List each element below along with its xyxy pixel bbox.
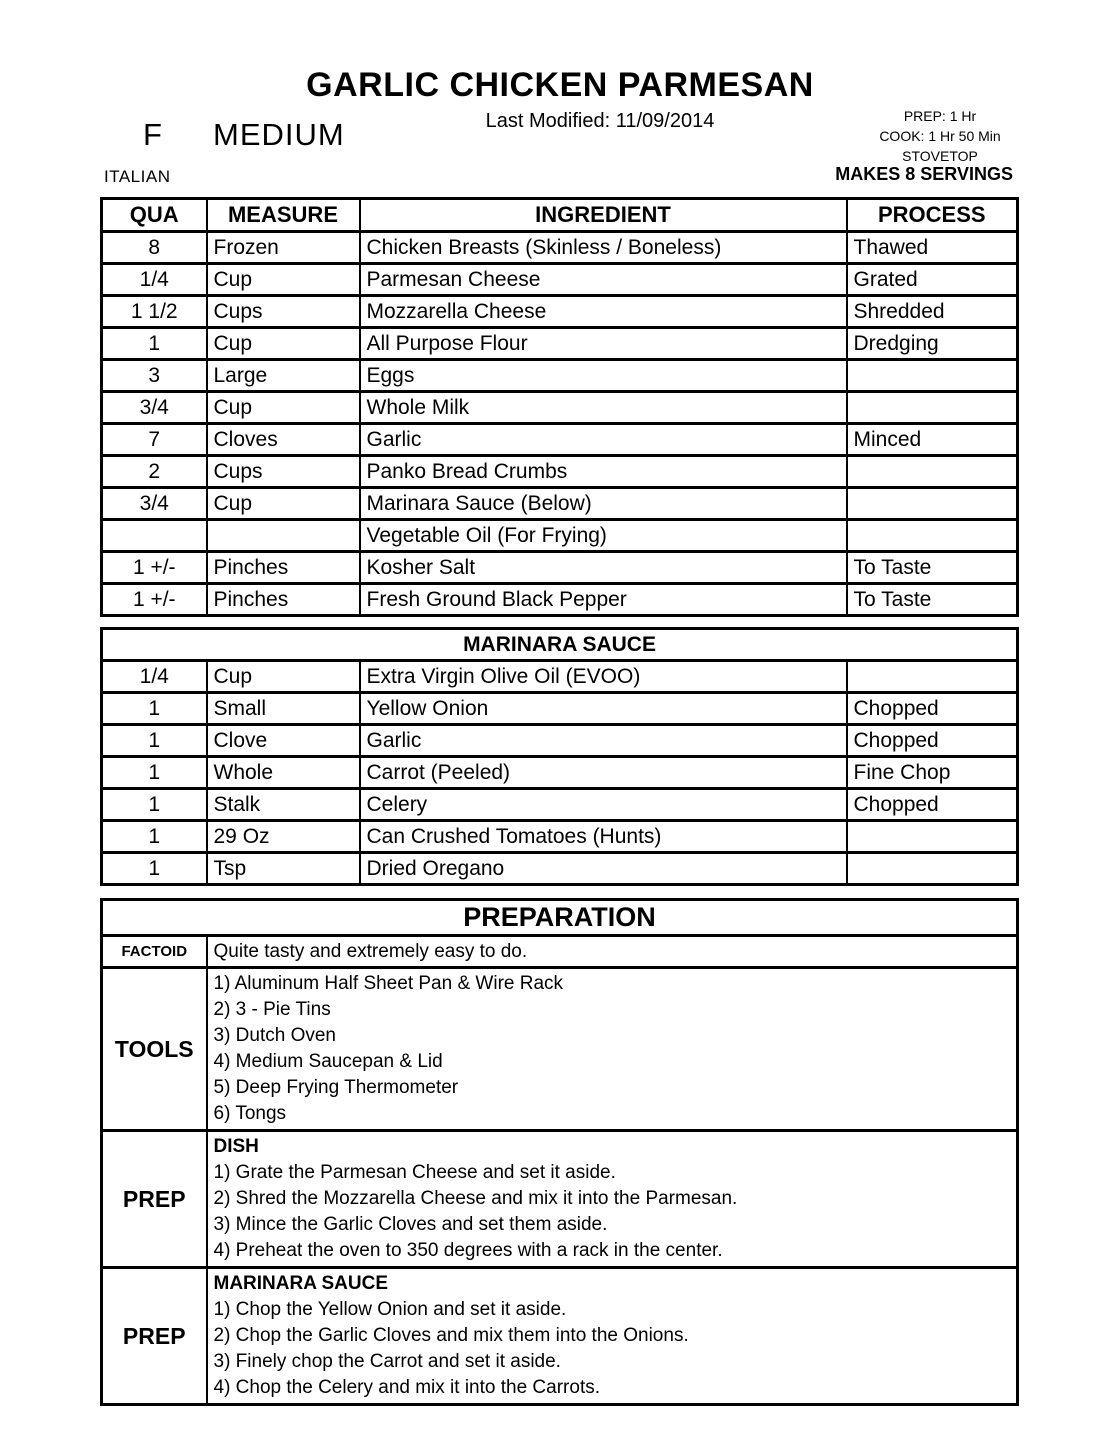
- table-cell: Whole: [207, 757, 360, 789]
- marinara-section-title: MARINARA SAUCE: [102, 629, 1018, 661]
- table-row: [102, 661, 1018, 693]
- table-cell: 7: [102, 424, 207, 456]
- table-cell: Dried Oregano: [360, 853, 847, 885]
- prep-dish-heading: DISH: [213, 1136, 259, 1157]
- prep-marinara-heading: MARINARA SAUCE: [213, 1273, 389, 1294]
- table-cell: Parmesan Cheese: [360, 264, 847, 296]
- preparation-title-row: [102, 900, 1018, 936]
- table-row: [102, 552, 1018, 584]
- prep-dish-steps: [207, 1131, 1018, 1268]
- cook-method: STOVETOP: [902, 148, 978, 164]
- table-row: [102, 296, 1018, 328]
- table-row: [102, 693, 1018, 725]
- ingredients-header-row: [102, 199, 1018, 232]
- table-cell: 29 Oz: [207, 821, 360, 853]
- prep-marinara-steps: [207, 1268, 1018, 1405]
- table-cell: Extra Virgin Olive Oil (EVOO): [360, 661, 847, 693]
- table-cell: All Purpose Flour: [360, 328, 847, 360]
- table-cell: [847, 520, 1018, 552]
- table-cell: 3/4: [102, 488, 207, 520]
- table-cell: Garlic: [360, 424, 847, 456]
- table-cell: Chopped: [847, 725, 1018, 757]
- table-cell: Frozen: [207, 232, 360, 264]
- table-cell: Stalk: [207, 789, 360, 821]
- table-cell: [847, 456, 1018, 488]
- table-cell: 1/4: [102, 264, 207, 296]
- tools-row: [102, 968, 1018, 1131]
- step-line: 4) Preheat the oven to 350 degrees with a rack in the center.: [213, 1240, 723, 1261]
- step-line: 1) Chop the Yellow Onion and set it aside.: [213, 1299, 567, 1320]
- table-cell: [847, 853, 1018, 885]
- table-cell: Chicken Breasts (Skinless / Boneless): [360, 232, 847, 264]
- table-cell: Cup: [207, 488, 360, 520]
- table-cell: 3: [102, 360, 207, 392]
- table-cell: Cup: [207, 264, 360, 296]
- table-row: [102, 456, 1018, 488]
- table-cell: Minced: [847, 424, 1018, 456]
- factoid-label: FACTOID: [102, 936, 207, 968]
- table-cell: [847, 360, 1018, 392]
- step-line: 1) Aluminum Half Sheet Pan & Wire Rack: [213, 973, 564, 994]
- column-header-measure: MEASURE: [207, 199, 360, 232]
- marinara-sauce-table: [100, 627, 1019, 886]
- table-cell: To Taste: [847, 552, 1018, 584]
- table-cell: Shredded: [847, 296, 1018, 328]
- table-cell: Pinches: [207, 584, 360, 616]
- marinara-title-row: [102, 629, 1018, 661]
- column-header-ingredient: INGREDIENT: [360, 199, 847, 232]
- table-row: [102, 520, 1018, 552]
- table-cell: 3/4: [102, 392, 207, 424]
- table-row: [102, 264, 1018, 296]
- table-cell: Grated: [847, 264, 1018, 296]
- prep-dish-label: PREP: [102, 1131, 207, 1268]
- table-cell: Large: [207, 360, 360, 392]
- prep-dish-lines: [214, 1160, 1011, 1264]
- table-cell: Cups: [207, 296, 360, 328]
- table-cell: [102, 520, 207, 552]
- table-cell: 1: [102, 853, 207, 885]
- table-cell: [847, 661, 1018, 693]
- table-cell: Small: [207, 693, 360, 725]
- table-cell: Thawed: [847, 232, 1018, 264]
- table-cell: Whole Milk: [360, 392, 847, 424]
- table-cell: [207, 520, 360, 552]
- table-cell: Clove: [207, 725, 360, 757]
- table-cell: 1: [102, 757, 207, 789]
- table-cell: Eggs: [360, 360, 847, 392]
- table-cell: [847, 821, 1018, 853]
- table-cell: Cloves: [207, 424, 360, 456]
- servings-label: MAKES 8 SERVINGS: [835, 164, 1013, 184]
- table-cell: 1: [102, 725, 207, 757]
- preparation-section-title: PREPARATION: [102, 900, 1018, 936]
- step-line: 3) Mince the Garlic Cloves and set them aside.: [213, 1214, 608, 1235]
- table-row: [102, 757, 1018, 789]
- table-row: [102, 328, 1018, 360]
- table-cell: Kosher Salt: [360, 552, 847, 584]
- difficulty-level: MEDIUM: [213, 117, 345, 152]
- factoid-row: [102, 936, 1018, 968]
- column-header-qua: QUA: [102, 199, 207, 232]
- table-cell: Garlic: [360, 725, 847, 757]
- step-line: 1) Grate the Parmesan Cheese and set it aside.: [213, 1162, 616, 1183]
- table-row: [102, 725, 1018, 757]
- table-cell: Dredging: [847, 328, 1018, 360]
- table-cell: Cups: [207, 456, 360, 488]
- table-row: [102, 232, 1018, 264]
- table-cell: Vegetable Oil (For Frying): [360, 520, 847, 552]
- table-cell: 1: [102, 693, 207, 725]
- table-cell: 1: [102, 789, 207, 821]
- table-cell: [847, 392, 1018, 424]
- table-cell: Fine Chop: [847, 757, 1018, 789]
- table-row: [102, 360, 1018, 392]
- prep-dish-row: [102, 1131, 1018, 1268]
- tools-label: TOOLS: [102, 968, 207, 1131]
- table-cell: 1 +/-: [102, 584, 207, 616]
- table-row: [102, 424, 1018, 456]
- table-cell: Cup: [207, 392, 360, 424]
- table-cell: Fresh Ground Black Pepper: [360, 584, 847, 616]
- prep-marinara-lines: [214, 1297, 1011, 1401]
- table-cell: 8: [102, 232, 207, 264]
- table-cell: Cup: [207, 328, 360, 360]
- file-letter: F: [143, 117, 162, 152]
- table-cell: Panko Bread Crumbs: [360, 456, 847, 488]
- table-cell: Mozzarella Cheese: [360, 296, 847, 328]
- step-line: 2) 3 - Pie Tins: [213, 999, 331, 1020]
- table-row: [102, 488, 1018, 520]
- prep-marinara-label: PREP: [102, 1268, 207, 1405]
- table-cell: Cup: [207, 661, 360, 693]
- column-header-process: PROCESS: [847, 199, 1018, 232]
- table-cell: 1 1/2: [102, 296, 207, 328]
- table-cell: Celery: [360, 789, 847, 821]
- table-cell: Yellow Onion: [360, 693, 847, 725]
- step-line: 2) Shred the Mozzarella Cheese and mix it into the Parmesan.: [213, 1188, 738, 1209]
- table-cell: 1: [102, 821, 207, 853]
- table-row: [102, 584, 1018, 616]
- table-cell: [847, 488, 1018, 520]
- table-cell: Can Crushed Tomatoes (Hunts): [360, 821, 847, 853]
- table-cell: Carrot (Peeled): [360, 757, 847, 789]
- time-meta-block: [845, 106, 1035, 166]
- table-cell: 1 +/-: [102, 552, 207, 584]
- table-cell: Chopped: [847, 789, 1018, 821]
- table-cell: 1: [102, 328, 207, 360]
- page-title: GARLIC CHICKEN PARMESAN: [306, 66, 814, 104]
- step-line: 6) Tongs: [213, 1103, 287, 1124]
- step-line: 4) Chop the Celery and mix it into the Carrots.: [213, 1377, 601, 1398]
- cuisine-label: ITALIAN: [104, 167, 171, 186]
- step-line: 3) Dutch Oven: [213, 1025, 336, 1046]
- step-line: 4) Medium Saucepan & Lid: [213, 1051, 443, 1072]
- table-row: [102, 392, 1018, 424]
- cook-time: COOK: 1 Hr 50 Min: [879, 128, 1001, 144]
- table-row: [102, 789, 1018, 821]
- table-cell: To Taste: [847, 584, 1018, 616]
- table-cell: Chopped: [847, 693, 1018, 725]
- table-cell: Pinches: [207, 552, 360, 584]
- step-line: 3) Finely chop the Carrot and set it aside.: [213, 1351, 561, 1372]
- table-cell: 2: [102, 456, 207, 488]
- prep-marinara-row: [102, 1268, 1018, 1405]
- preparation-table: [100, 898, 1019, 1406]
- table-cell: Marinara Sauce (Below): [360, 488, 847, 520]
- ingredients-table: [100, 197, 1019, 617]
- last-modified-date: Last Modified: 11/09/2014: [485, 110, 715, 132]
- table-row: [102, 853, 1018, 885]
- tools-list: [207, 968, 1018, 1131]
- step-line: 5) Deep Frying Thermometer: [213, 1077, 459, 1098]
- table-cell: 1/4: [102, 661, 207, 693]
- table-row: [102, 821, 1018, 853]
- factoid-text: Quite tasty and extremely easy to do.: [207, 936, 1018, 968]
- step-line: 2) Chop the Garlic Cloves and mix them into the Onions.: [213, 1325, 689, 1346]
- table-cell: Tsp: [207, 853, 360, 885]
- prep-time: PREP: 1 Hr: [903, 108, 977, 124]
